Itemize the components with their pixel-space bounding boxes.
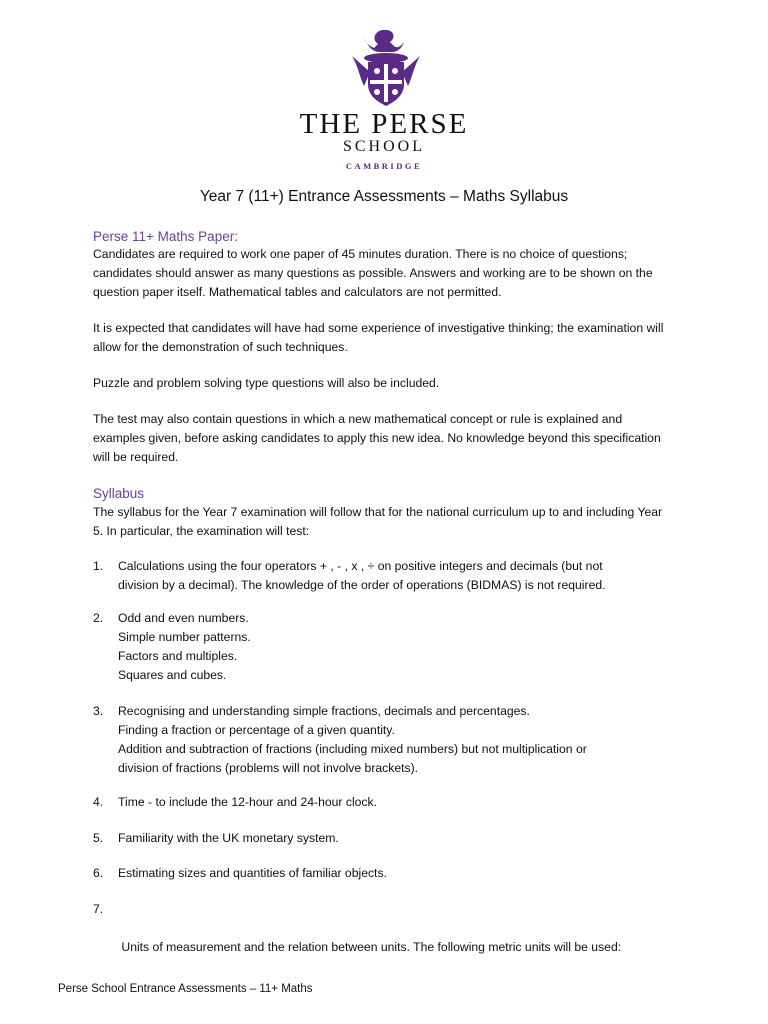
list-item-line: Calculations using the four operators + , - , x , ÷ on positive integers and decimals (but not — [118, 559, 603, 573]
list-item-line: Units of measurement and the relation between units. The following metric units will be used: — [118, 940, 622, 954]
paper-paragraph-3: Puzzle and problem solving type questions will also be included. — [93, 376, 440, 390]
list-item-line: division by a decimal). The knowledge of the order of operations (BIDMAS) is not required. — [118, 578, 606, 592]
list-item — [118, 864, 678, 883]
list-item-number: 1. — [93, 559, 104, 573]
list-item — [118, 557, 678, 595]
list-item-number: 3. — [93, 704, 104, 718]
list-item-line: division of fractions (problems will not involve brackets). — [118, 761, 419, 775]
list-item — [118, 609, 678, 685]
paper-paragraph-4: The test may also contain questions in which a new mathematical concept or rule is explained and examples given, before asking candidates to apply this new idea. No knowledge beyond this specification will be required. — [93, 412, 661, 464]
paper-paragraph-1: Candidates are required to work one paper of 45 minutes duration. There is no choice of questions; candidates should answer as many questions as possible. Answers and working are to be shown on the question paper itself. Mathematical tables and calculators are not permitted. — [93, 247, 653, 299]
school-name-line3: CAMBRIDGE — [345, 161, 423, 171]
list-item-line: Time - to include the 12-hour and 24-hour clock. — [118, 795, 378, 809]
syllabus-intro: The syllabus for the Year 7 examination will follow that for the national curriculum up to and including Year 5. In particular, the examination will test: — [93, 505, 663, 538]
paper-heading: Perse 11+ Maths Paper: — [93, 229, 238, 244]
list-item-number: 5. — [93, 831, 104, 845]
list-item — [118, 900, 678, 995]
school-name-line2: SCHOOL — [342, 138, 425, 155]
list-item-number: 2. — [93, 611, 104, 625]
list-item-number: 4. — [93, 795, 104, 809]
list-item-line: Recognising and understanding simple fractions, decimals and percentages. — [118, 704, 530, 718]
paper-paragraph-2: It is expected that candidates will have had some experience of investigative thinking; the examination will allow for the demonstration of such techniques. — [93, 321, 664, 354]
list-item-line: Estimating sizes and quantities of familiar objects. — [118, 866, 387, 880]
list-item — [118, 793, 678, 812]
list-item-line: Odd and even numbers. — [118, 611, 249, 625]
list-item-number: 7. — [93, 902, 104, 916]
list-item-line: Addition and subtraction of fractions (including mixed numbers) but not multiplication or — [118, 742, 587, 756]
list-item-line: Squares and cubes. — [118, 668, 227, 682]
syllabus-heading: Syllabus — [93, 486, 145, 501]
list-item-line: Finding a fraction or percentage of a given quantity. — [118, 723, 395, 737]
list-item-line: Familiarity with the UK monetary system. — [118, 831, 339, 845]
document-title: Year 7 (11+) Entrance Assessments – Maths Syllabus — [199, 188, 569, 205]
school-crest-icon — [344, 26, 428, 108]
list-item — [118, 702, 678, 778]
list-item-line: Factors and multiples. — [118, 649, 238, 663]
list-item — [118, 829, 678, 848]
page-footer: Perse School Entrance Assessments – 11+ Maths — [58, 983, 313, 995]
list-item-line: Simple number patterns. — [118, 630, 251, 644]
school-name-line1: THE PERSE — [299, 108, 469, 140]
list-item-number: 6. — [93, 866, 104, 880]
